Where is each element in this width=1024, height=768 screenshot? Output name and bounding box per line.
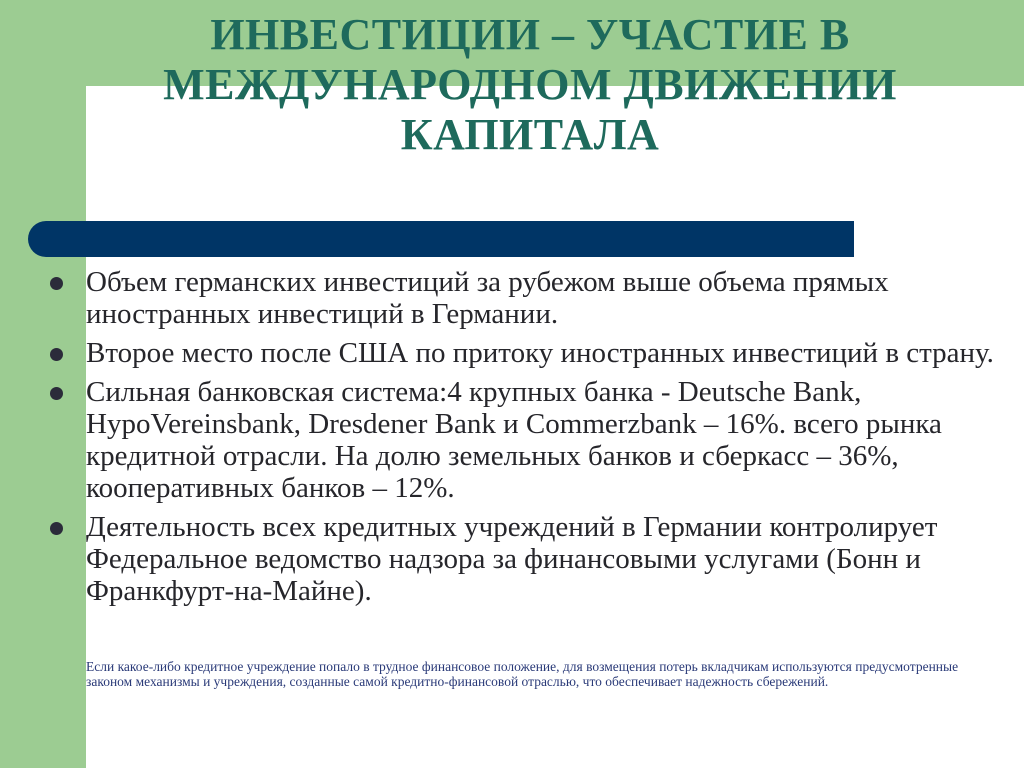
list-item bbox=[0, 511, 1000, 607]
list-item bbox=[0, 337, 1000, 369]
content-corner bbox=[86, 86, 156, 156]
title-divider-bar bbox=[28, 221, 854, 257]
bullet-text: Второе место после США по притоку иностранных инвестиций в страну. bbox=[86, 337, 994, 369]
bullet-list bbox=[0, 266, 1000, 614]
slide-title bbox=[150, 10, 910, 160]
bullet-dot-icon bbox=[50, 522, 63, 535]
title-line-1: ИНВЕСТИЦИИ – УЧАСТИЕ В bbox=[210, 10, 850, 59]
bullet-text: Сильная банковская система:4 крупных банка - Deutsche Bank, HypoVereinsbank, Dresdener Bank и Commerzbank – 16%. всего рынка кредитной отрасли. На долю земельных банков и сберкасс – 36%, кооперативных банков – 12%. bbox=[86, 376, 942, 504]
list-item bbox=[0, 376, 1000, 504]
footnote: Если какое-либо кредитное учреждение попало в трудное финансовое положение, для возмещения потерь вкладчикам используются предусмотренные законом механизмы и учреждения, созданные самой кредитно-финансовой отраслью, что обеспечивает надежность сбережений. bbox=[86, 659, 959, 689]
title-line-3: КАПИТАЛА bbox=[400, 110, 660, 159]
bullet-text: Объем германских инвестиций за рубежом выше объема прямых иностранных инвестиций в Германии. bbox=[86, 266, 889, 330]
title-line-2: МЕЖДУНАРОДНОМ ДВИЖЕНИИ bbox=[163, 60, 897, 109]
bullet-dot-icon bbox=[50, 387, 63, 400]
list-item bbox=[0, 266, 1000, 330]
bullet-dot-icon bbox=[50, 348, 63, 361]
bullet-text: Деятельность всех кредитных учреждений в Германии контролирует Федеральное ведомство надзора за финансовыми услугами (Бонн и Франкфурт-на-Майне). bbox=[86, 511, 938, 607]
bullet-dot-icon bbox=[50, 277, 63, 290]
